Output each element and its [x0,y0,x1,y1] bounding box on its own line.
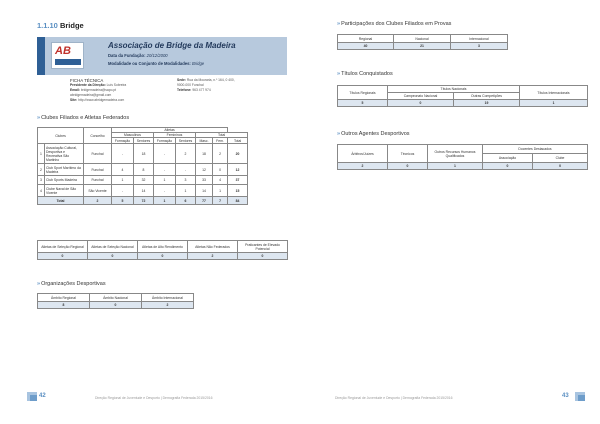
section-heading [37,21,84,30]
concelho: Funchal [84,176,112,185]
email-label: Email: [70,88,80,92]
page-number: 43 [562,393,569,399]
header-cell: Títulos Internacionais [520,86,588,100]
association-logo [51,42,84,69]
cell: 0 [238,253,288,260]
header-formacao-m: Formação [112,138,134,144]
site-label: Site: [70,98,78,102]
agents-heading [337,131,410,137]
cell: 14 [196,185,213,197]
cell: 0 [88,253,138,260]
table-row [38,302,194,309]
cell: 0 [483,163,533,170]
table-row [38,253,288,260]
chevron-right-icon: » [37,281,41,287]
titles-heading [337,71,393,77]
agents-title: Outros Agentes Desportivos [341,131,410,137]
orgs-table [37,293,194,309]
cell: 8 [38,302,90,309]
header-concelho: Concelho [84,128,112,144]
cell-total: 84 [228,197,248,205]
header-cell: Títulos Nacionais [388,86,520,93]
banner-header [37,37,287,75]
cell: 33 [196,176,213,185]
technical-card-left [70,78,126,103]
cell: - [112,185,134,197]
header-masculinos: Masculinos [112,133,154,138]
header-cell: Âmbito Internacional [142,294,194,302]
participation-table [337,34,508,50]
chevron-right-icon: » [337,21,341,27]
address-value-2: 9000-000 Funchal [177,83,204,87]
header-cell: Docentes Destacados [483,145,588,154]
cell: 2 [188,253,238,260]
header-masc: Masc. [196,138,213,144]
participation-heading [337,21,451,27]
cell: 4 [213,176,228,185]
phone-value: 963 477 974 [192,88,211,92]
cell: 1 [112,176,134,185]
cell: 72 [134,197,154,205]
site-link[interactable]: http://www.abridgemadeira.com [78,98,125,102]
cell: 0 [38,253,88,260]
cell: - [154,185,176,197]
header-cell: Âmbito Regional [38,294,90,302]
orgs-section-heading [37,281,106,287]
header-cell: Técnicos [388,145,428,163]
cell: 5 [338,100,388,107]
table-row [338,100,588,107]
logo-text: AB [55,45,71,57]
modality-label: Modalidade ou Conjunto de Modalidades: [108,61,191,66]
header-formacao-f: Formação [154,138,176,144]
logo-flag-icon [55,59,81,65]
association-banner [37,37,287,103]
foundation-label: Data da Fundação: [108,53,146,58]
modality-line [108,61,204,66]
header-cell: Clube [533,154,588,163]
email-value[interactable]: bridgemadeira@sapo.pt [80,88,117,92]
header-cell: Internacional [451,35,508,43]
cell: 2 [142,302,194,309]
concelho: Funchal [84,144,112,164]
technical-card-heading: FICHA TÉCNICA [70,78,104,83]
cell: 5 [112,197,134,205]
header-cell: Atletas Não Federados [188,241,238,253]
chevron-right-icon: » [37,115,41,121]
header-cell: Âmbito Nacional [90,294,142,302]
cell: 14 [134,185,154,197]
cell: - [176,164,196,176]
phone-label: Telefone: [177,88,192,92]
cell: 8 [134,164,154,176]
concelho: São Vicente [84,185,112,197]
cell-total: 15 [228,185,248,197]
cell: 3 [451,43,508,50]
cell: 1 [213,185,228,197]
cell: 2 [338,163,388,170]
concelho: Funchal [84,164,112,176]
clubs-table [37,127,288,205]
page-corner-icon [27,392,37,401]
cell: 1 [428,163,483,170]
table-row [38,185,288,197]
cell: 19 [454,100,520,107]
email-value-2[interactable]: abridgemadeira@gmail.com [70,93,112,97]
cell: 4 [112,164,134,176]
orgs-section-title: Organizações Desportivas [41,281,106,287]
club-name: Associação Cultural, Desportiva e Recreativa São Martinho [45,144,84,164]
header-cell: Outros Recursos Humanos Qualificados [428,145,483,163]
table-row [338,163,588,170]
header-cell: Atletas de Seleção Nacional [88,241,138,253]
president-value: Luís Sobreira [106,83,127,87]
organization-name: Associação de Bridge da Madeira [108,41,236,50]
cell: 2 [176,144,196,164]
cell: - [154,144,176,164]
titles-table [337,85,588,107]
cell: 1 [520,100,588,107]
header-cell: Regional [338,35,394,43]
cell: 12 [196,164,213,176]
total-clubs: 2 [84,197,112,205]
address-label: Sede: [177,78,186,82]
clubs-section-title: Clubes Filiados e Atletas Federados [41,115,130,121]
cell: 0 [90,302,142,309]
cell: - [112,144,134,164]
agents-table [337,144,588,170]
header-cell: Outras Competições [454,93,520,100]
header-cell: Associação [483,154,533,163]
cell: 40 [338,43,394,50]
cell: 0 [138,253,188,260]
foundation-value: 20/12/2000 [146,53,168,58]
cell: 18 [196,144,213,164]
participation-title: Participações dos Clubes Filiados em Provas [341,21,452,27]
cell-total: 12 [228,164,248,176]
header-cell: Atletas de Seleção Regional [38,241,88,253]
chevron-right-icon: » [337,131,341,137]
header-fem: Fem. [213,138,228,144]
cell: 1 [176,185,196,197]
header-cell: Campeonato Nacional [388,93,454,100]
page-footer: Direção Regional de Juventude e Desporto | Demografia Federada 2015/2016 [335,396,453,400]
athletes-table [37,240,288,260]
cell: 3 [176,176,196,185]
section-number: 1.1.10 [37,21,58,30]
cell: 32 [134,176,154,185]
cell: 0 [533,163,588,170]
chevron-right-icon: » [337,71,341,77]
table-row [38,176,288,185]
header-cell: Atletas de Alto Rendimento [138,241,188,253]
club-name: Clube Naval de São Vicente [45,185,84,197]
page-corner-icon [575,392,585,401]
cell: 7 [213,197,228,205]
cell: 6 [176,197,196,205]
cell: 0 [388,100,454,107]
header-atletas: Atletas [112,128,228,133]
header-total: Total [196,133,248,138]
row-number: 1 [38,144,45,164]
table-row [38,144,288,164]
header-cell: Nacional [394,35,451,43]
foundation-line [108,53,168,58]
address-value: Rua da Mouraria, n.º 164, 0 400, [186,78,235,82]
modality-value: Bridge [192,61,205,66]
cell: 2 [213,144,228,164]
right-page [300,0,600,424]
table-total-row [38,197,288,205]
table-row [38,164,288,176]
page-footer: Direção Regional de Juventude e Desporto | Demografia Federada 2015/2016 [95,396,213,400]
president-label: Presidente da Direção: [70,83,106,87]
page-number: 42 [39,393,46,399]
technical-card-right [177,78,235,93]
table-row [338,43,508,50]
header-clubes: Clubes [38,128,84,144]
cell: 0 [213,164,228,176]
cell-total: 20 [228,144,248,164]
row-number: 2 [38,164,45,176]
titles-title: Títulos Conquistados [341,71,393,77]
cell: 18 [134,144,154,164]
technical-card [37,75,287,103]
header-total2: Total [228,138,248,144]
clubs-section-heading [37,115,129,121]
cell-total: 37 [228,176,248,185]
club-name: Club Sports Madeira [45,176,84,185]
header-cell: Títulos Regionais [338,86,388,100]
total-label: Total [38,197,84,205]
header-cell: Praticantes de Elevado Potencial [238,241,288,253]
cell: - [154,164,176,176]
header-seniores-f: Seniores [176,138,196,144]
cell: 77 [196,197,213,205]
header-cell: Árbitros/Juízes [338,145,388,163]
row-number: 4 [38,185,45,197]
section-title: Bridge [59,21,84,30]
header-seniores-m: Seniores [134,138,154,144]
row-number: 3 [38,176,45,185]
header-femininos: Femininos [154,133,196,138]
cell: 21 [394,43,451,50]
cell: 1 [154,197,176,205]
club-name: Club Sport Marítimo da Madeira [45,164,84,176]
cell: 0 [388,163,428,170]
cell: 1 [154,176,176,185]
